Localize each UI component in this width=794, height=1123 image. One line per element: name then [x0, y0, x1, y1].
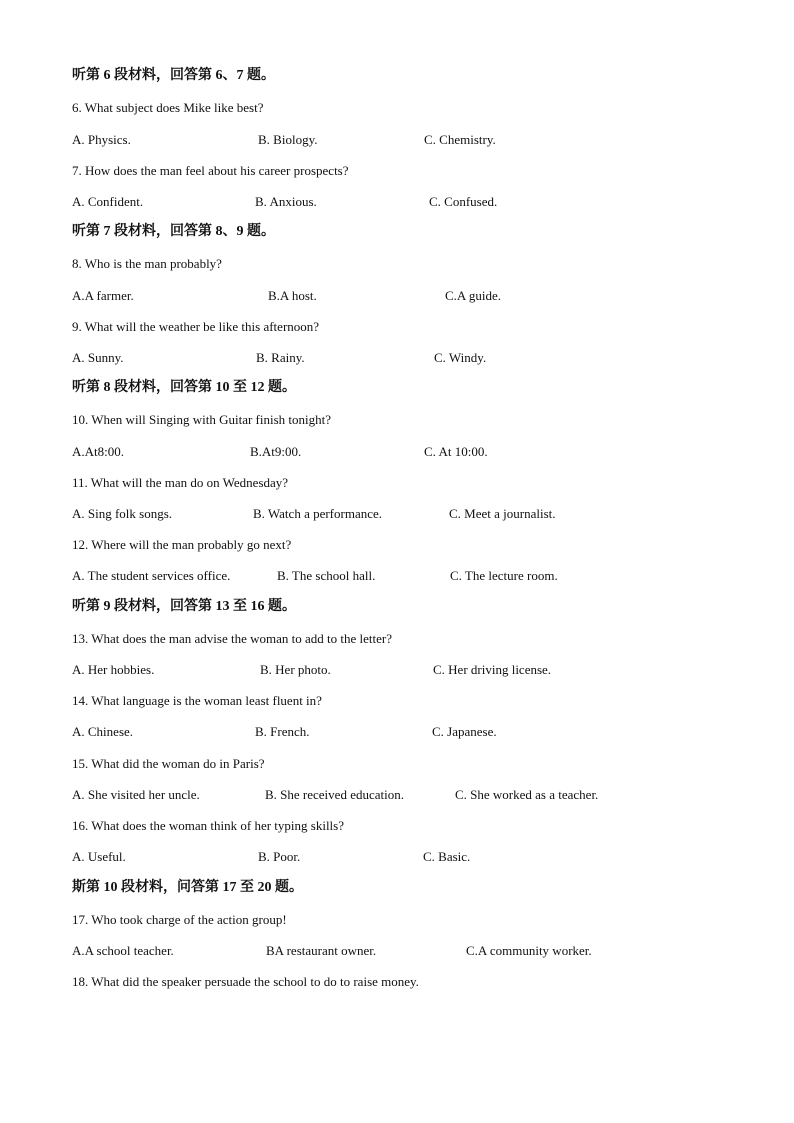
question-text: 6. What subject does Mike like best? — [72, 100, 264, 115]
question-text: 9. What will the weather be like this afternoon? — [72, 319, 320, 334]
option-c: C. Basic. — [423, 849, 471, 864]
question-text: 8. Who is the man probably? — [72, 256, 222, 271]
option-a: A. Her hobbies. — [72, 662, 155, 677]
option-c: C. Chemistry. — [424, 132, 496, 147]
option-a: A. Physics. — [72, 132, 131, 147]
option-b: B. Biology. — [258, 132, 318, 147]
question-text: 18. What did the speaker persuade the school to do to raise money. — [72, 974, 419, 989]
option-b: B. Watch a performance. — [253, 506, 383, 521]
question-text: 16. What does the woman think of her typing skills? — [72, 818, 344, 833]
question-text: 14. What language is the woman least fluent in? — [72, 693, 322, 708]
option-a: A.A school teacher. — [72, 943, 174, 958]
option-c: C. The lecture room. — [450, 568, 558, 583]
section-heading: 斯第 10 段材料，问答第 17 至 20 题。 — [72, 880, 303, 895]
section-heading: 听第 7 段材料，回答第 8、9 题。 — [72, 224, 275, 239]
question-text: 11. What will the man do on Wednesday? — [72, 475, 289, 490]
option-a: A. The student services office. — [72, 568, 231, 583]
option-c: C. Confused. — [429, 194, 498, 209]
question-text: 7. How does the man feel about his career prospects? — [72, 163, 349, 178]
option-a: A. Useful. — [72, 849, 126, 864]
option-c: C.A guide. — [445, 288, 501, 303]
option-b: BA restaurant owner. — [266, 943, 377, 958]
option-c: C. Japanese. — [432, 724, 497, 739]
option-b: B.At9:00. — [250, 444, 302, 459]
question-text: 13. What does the man advise the woman to add to the letter? — [72, 631, 392, 646]
option-b: B. Her photo. — [260, 662, 331, 677]
option-a: A. She visited her uncle. — [72, 787, 200, 802]
option-a: A.A farmer. — [72, 288, 134, 303]
section-heading: 听第 6 段材料，回答第 6、7 题。 — [72, 68, 275, 83]
option-c: C. She worked as a teacher. — [455, 787, 599, 802]
option-c: C. At 10:00. — [424, 444, 488, 459]
option-a: A. Confident. — [72, 194, 144, 209]
option-c: C.A community worker. — [466, 943, 592, 958]
option-c: C. Windy. — [434, 350, 487, 365]
option-b: B. She received education. — [265, 787, 404, 802]
section-heading: 听第 9 段材料，回答第 13 至 16 题。 — [72, 599, 296, 614]
option-a: A.At8:00. — [72, 444, 124, 459]
option-c: C. Her driving license. — [433, 662, 552, 677]
option-c: C. Meet a journalist. — [449, 506, 556, 521]
option-a: A. Chinese. — [72, 724, 134, 739]
question-text: 12. Where will the man probably go next? — [72, 537, 292, 552]
option-b: B. Rainy. — [256, 350, 305, 365]
option-b: B. Poor. — [258, 849, 301, 864]
option-b: B.A host. — [268, 288, 317, 303]
option-b: B. French. — [255, 724, 310, 739]
option-b: B. Anxious. — [255, 194, 317, 209]
question-text: 17. Who took charge of the action group! — [72, 912, 287, 927]
question-text: 15. What did the woman do in Paris? — [72, 756, 265, 771]
section-heading: 听第 8 段材料，回答第 10 至 12 题。 — [72, 380, 296, 395]
option-a: A. Sing folk songs. — [72, 506, 173, 521]
option-a: A. Sunny. — [72, 350, 124, 365]
question-text: 10. When will Singing with Guitar finish tonight? — [72, 412, 332, 427]
option-b: B. The school hall. — [277, 568, 376, 583]
